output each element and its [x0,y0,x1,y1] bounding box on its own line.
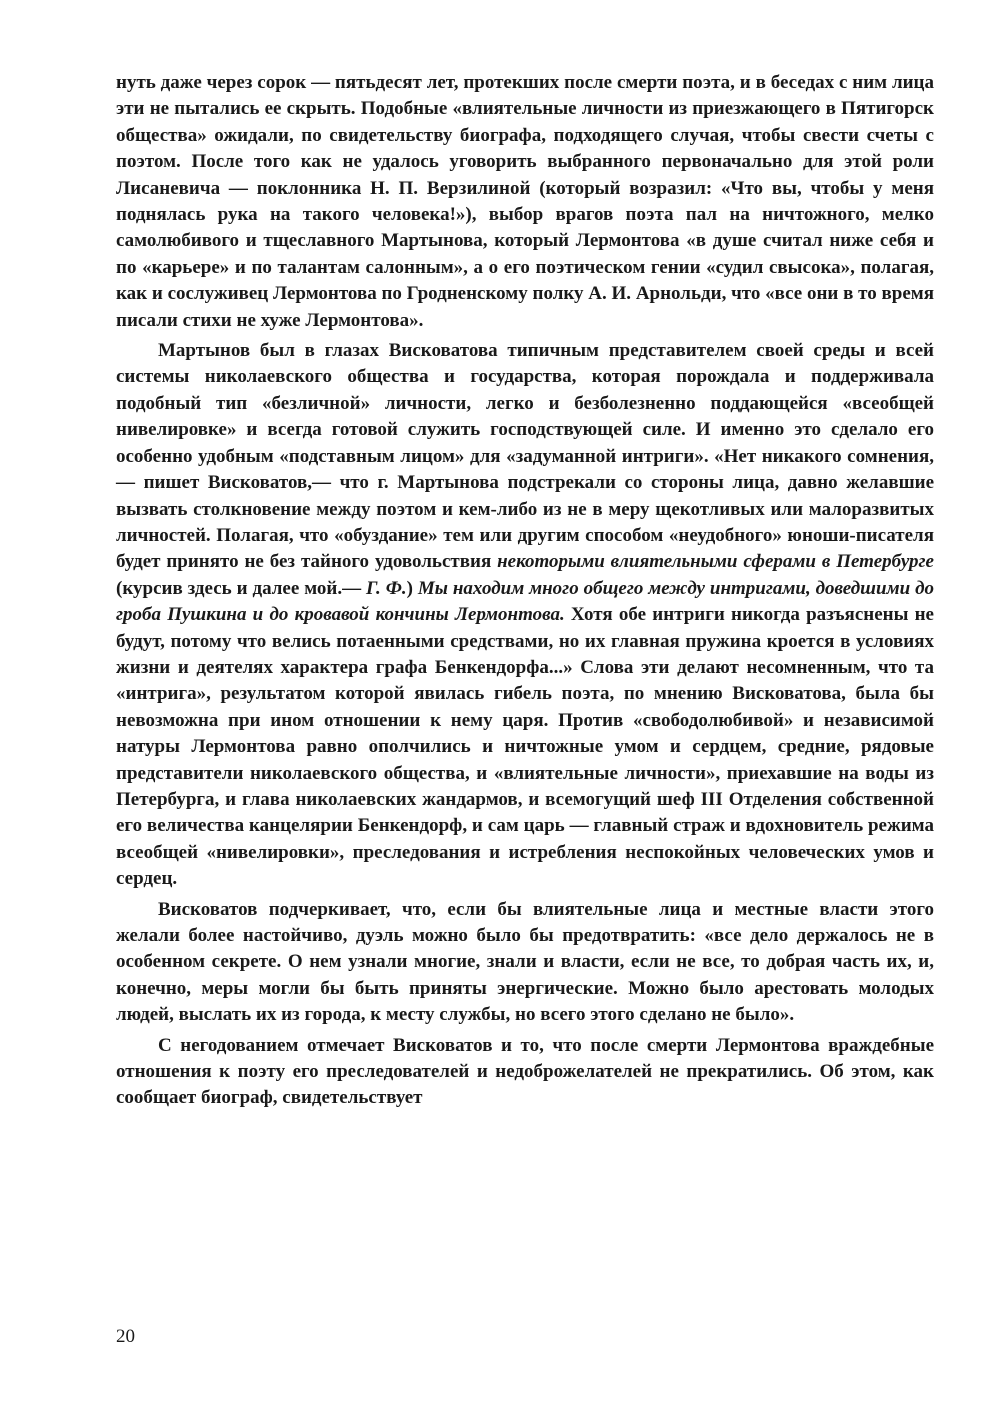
paragraph-4 [116,1033,934,1112]
paragraph-1 [116,70,934,334]
text-run: Хотя обе интриги никогда разъяснены не будут, потому что велись потаенными средствами, но их главная пружина кроется в условиях жизни и деятелях характера графа Бенкендорфа...» Слова эти делают несомненным, что та «интрига», результатом которой явилась гибель поэта, по мнению Висковатова, была бы невозможна при ином отношении к нему царя. Против «свободолюбивой» и независимой натуры Лермонтова равно ополчились и ничтожные умом и сердцем, средние, рядовые представители николаевского общества, и «влиятельные личности», приехавшие на воды из Петербурга, и глава николаевских жандармов, и всемогущий шеф III Отделения собственной его величества канцелярии Бенкендорф, и сам царь — главный страж и вдохновитель режима всеобщей «нивелировки», преследования и истребления неспокойных человеческих умов и сердец. [116,604,934,890]
paragraph-3 [116,897,934,1029]
text-run: Мартынов был в глазах Висковатова типичным представителем своей среды и всей системы николаевского общества и государства, которая порождала и поддерживала подобный тип «безличной» личности, легко и безболезненно поддающейся «всеобщей нивелировке» и всегда готовой служить господствующей силе. И именно это сделало его особенно удобным «подставным лицом» для «задуманной интриги». «Нет никакого сомнения,— пишет Висковатов,— что г. Мартынова подстрекали со стороны лица, давно желавшие вызвать столкновение между поэтом и кем-либо из не в меру щекотливых или малоразвитых личностей. Полагая, что «обуздание» тем или другим способом «неудобного» юноши-писателя будет принято не без тайного удовольствия [116,340,934,573]
text-run: Висковатов подчеркивает, что, если бы влиятельные лица и местные власти этого желали более настойчиво, дуэль можно было бы предотвратить: «все дело держалось не в особенном секрете. О нем узнали многие, знали и власти, если не все, то добрая часть их, и, конечно, меры могли бы быть приняты энергические. Можно было арестовать молодых людей, выслать их из города, к месту службы, но всего этого сделано не было». [116,898,934,1026]
document-body [116,70,934,1116]
page-number: 20 [116,1326,135,1347]
italic-text-run: Г. Ф. [366,577,407,599]
italic-text-run: Мы находим много общего между интригами, доведшими до гроба Пушкина и до кровавой кончины Лермонтова. [116,577,935,626]
text-run: (курсив здесь и далее мой.— [116,577,366,599]
text-run: нуть даже через сорок — пятьдесят лет, протекших после смерти поэта, и в беседах с ним лица эти не пытались ее скрыть. Подобные «влиятельные личности из приезжающего в Пятигорск общества» ожидали, по свидетельству биографа, подходящего случая, чтобы свести счеты с поэтом. После того как не удалось уговорить выбранного первоначально для этой роли Лисаневича — поклонника Н. П. Верзилиной (который возразил: «Что вы, чтобы у меня поднялась рука на такого человека!»), выбор врагов поэта пал на ничтожного, мелко самолюбивого и тщеславного Мартынова, который Лермонтова «в душе считал ниже себя и по «карьере» и по талантам салонным», а о его поэтическом гении «судил свысока», полагая, как и сослуживец Лермонтова по Гродненскому полку А. И. Арнольди, что «все они в то время писали стихи не хуже Лермонтова». [116,72,934,331]
text-run: С негодованием отмечает Висковатов и то, что после смерти Лермонтова враждебные отношения к поэту его преследователей и недоброжелателей не прекратились. Об этом, как сообщает биограф, свидетельствует [116,1034,934,1109]
paragraph-2 [116,338,934,893]
text-run: ) [406,577,418,599]
italic-text-run: некоторыми влиятельными сферами в Петербурге [497,551,934,573]
